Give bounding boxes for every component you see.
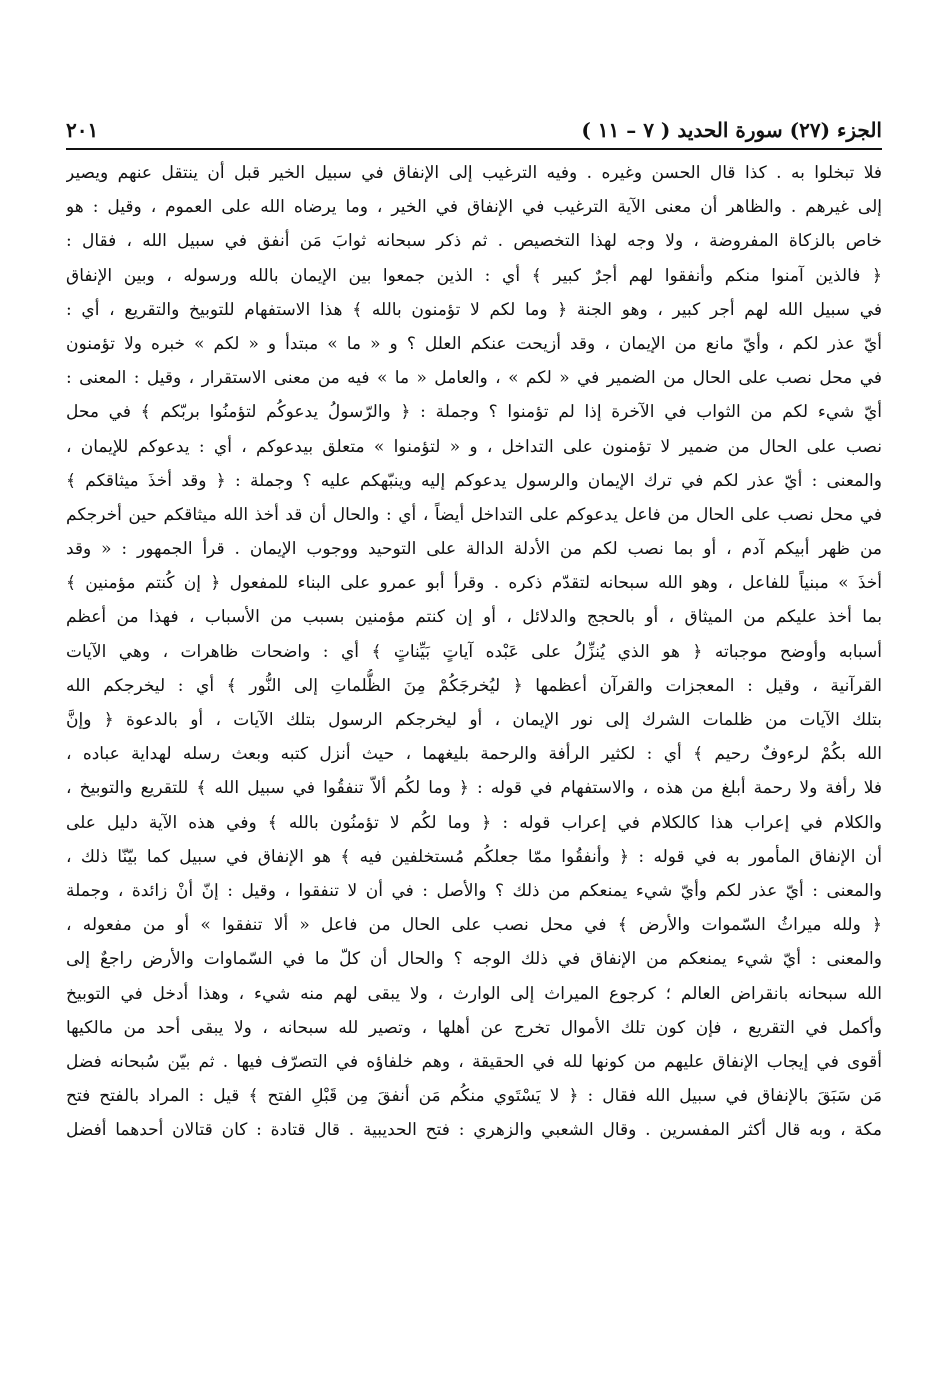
tafsir-body-text [66, 156, 882, 1147]
text-line: فلا تبخلوا به . كذا قال الحسن وغيره . وفيه الترغيب إلى الإنفاق في سبيل الخير قبل أن ينتقل عنهم ويصير [66, 163, 882, 183]
text-line: بما أخذ عليكم من الميثاق ، أو بالحجج والدلائل ، أو إن كنتم مؤمنين بسبب من الأسباب ، فهذا من أعظم [66, 607, 882, 628]
text-line: أقوى في إيجاب الإنفاق عليهم من كونها لله في الحقيقة ، وهم خلفاؤه في التصرّف فيها . ثم بيّن سُبحانه فضل [66, 1051, 882, 1072]
header-divider [66, 148, 882, 150]
text-line: والمعنى : أيّ عذر لكم في ترك الإيمان والرسول يدعوكم إليه وينبّهكم عليه ؟ وجملة : ﴿ وقد أخذَ ميثاقكم ﴾ [66, 470, 882, 491]
text-line: في محل نصب على الحال من الضمير في « لكم » ، والعامل « ما » فيه من معنى الاستقرار ، وقيل : المعنى : [66, 368, 882, 389]
text-line: والمعنى : أيّ شيء يمنعكم من الإنفاق في ذلك الوجه ؟ والحال أن كلّ ما في السّماوات والأرض راجعٌ إلى [66, 949, 882, 970]
text-line: وأكمل في التقريع ، فإن كون تلك الأموال تخرج عن أهلها ، وتصير لله سبحانه ، ولا يبقى أحد من مالكيها [66, 1017, 882, 1038]
text-line: القرآنية ، وقيل : المعجزات والقرآن أعظمها ﴿ ليُخرجَكُمْ مِنَ الظُّلماتِ إلى النُّور ﴾ أي : ليخرجكم الله [66, 675, 882, 696]
text-line: ﴿ ولله ميراثُ السّموات والأرض ﴾ في محل نصب على الحال من فاعل « ألا تنفقوا » أو من مفعوله ، [66, 915, 882, 936]
text-line: أيّ شيء لكم من الثواب في الآخرة إذا لم تؤمنوا ؟ وجملة : ﴿ والرّسولُ يدعوكُم لتؤمنُوا بربّكم ﴾ في محل [66, 402, 882, 423]
text-line: والكلام في إعراب هذا كالكلام في إعراب قوله : ﴿ وما لكُم لا تؤمنُون بالله ﴾ وفي هذه الآية دليل على [66, 812, 882, 833]
text-line: أيّ عذر لكم ، وأيّ مانع من الإيمان ، وقد أزيحت عنكم العلل ؟ و « ما » مبتدأ و « لكم » خبره ولا تؤمنون [66, 333, 882, 354]
text-line: بتلك الآيات من ظلمات الشرك إلى نور الإيمان ، أو ليخرجكم الرسول بتلك الآيات ، أو بالدعوة ﴿ وإنَّ [66, 710, 882, 730]
text-line: مَن سَبَقَ بالإنفاق في سبيل الله فقال : ﴿ لا يَسْتَوي منكُم مَن أنفقَ مِن قَبْلِ الفتح ﴾ قيل : المراد بالفتح فتح [66, 1086, 882, 1107]
text-line: خاص بالزكاة المفروضة ، ولا وجه لهذا التخصيص . ثم ذكر سبحانه ثوابَ مَن أنفق في سبيل الله ، فقال : [66, 231, 882, 252]
text-line: من ظهر أبيكم آدم ، أو بما نصب لكم من الأدلة الدالة على التوحيد ووجوب الإيمان . قرأ الجمهور : « وقد [66, 539, 882, 560]
text-line: أن الإنفاق المأمور به في قوله : ﴿ وأنفقُوا ممّا جعلكُم مُستخلفين فيه ﴾ هو الإنفاق في سبيل كما بيّنّا ذلك ، [66, 846, 882, 867]
text-line: الله بكُمْ لرءوفٌ رحيم ﴾ أي : لكثير الرأفة والرحمة بليغهما ، حيث أنزل كتبه وبعث رسله لهداية عباده ، [66, 744, 882, 765]
page-number: ٢٠١ [66, 118, 99, 142]
text-line: أخذَ » مبنياً للفاعل ، وهو الله سبحانه لتقدّم ذكره . وقرأ أبو عمرو على البناء للمفعول ﴿ إن كُنتم مؤمنين ﴾ [66, 573, 882, 594]
running-title: الجزء (٢٧) سورة الحديد ( ٧ – ١١ ) [581, 118, 882, 142]
text-line: في سبيل الله لهم أجر كبير ، وهو الجنة ﴿ وما لكم لا تؤمنون بالله ﴾ هذا الاستفهام للتوبيخ والتقريع ، أي : [66, 299, 882, 320]
text-line: فلا رأفة ولا رحمة أبلغ من هذه ، والاستفهام في قوله : ﴿ وما لكُم ألاّ تنفقُوا في سبيل الله ﴾ للتقريع والتوبيخ ، [66, 778, 882, 799]
text-line: أسبابه وأوضح موجباته ﴿ هو الذي يُنزِّلُ على عَبْده آياتٍ بَيِّناتٍ ﴾ أي : واضحات ظاهرات ، وهي الآيات [66, 641, 882, 662]
text-line: في محل نصب على الحال من فاعل يدعوكم على التداخل أيضاً ، أي : والحال أن قد أخذ الله ميثاقكم حين أخرجكم [66, 504, 882, 525]
text-line: مكة ، وبه قال أكثر المفسرين . وقال الشعبي والزهري : فتح الحديبية . قال قتادة : كان قتالان أحدهما أفضل [66, 1120, 882, 1141]
book-page [66, 112, 882, 1312]
text-line: الله سبحانه بانقراض العالم ؛ كرجوع الميراث إلى الوارث ، ولا يبقى لهم منه شيء ، وهذا أدخل في التوبيخ [66, 983, 882, 1004]
page-header [66, 112, 882, 150]
text-line: والمعنى : أيّ عذر لكم وأيّ شيء يمنعكم من ذلك ؟ والأصل : في أن لا تنفقوا ، وقيل : إنّ أنْ زائدة ، وجملة [66, 880, 882, 901]
text-line: ﴿ فالذين آمنوا منكم وأنفقوا لهم أجرٌ كبير ﴾ أي : الذين جمعوا بين الإيمان بالله ورسوله ، وبين الإنفاق [66, 265, 882, 286]
text-line: نصب على الحال من ضمير لا تؤمنون على التداخل ، و « لتؤمنوا » متعلق بيدعوكم ، أي : يدعوكم للإيمان ، [66, 436, 882, 457]
text-line: إلى غيرهم . والظاهر أن معنى الآية الترغيب في الإنفاق في الخير ، وما يرضاه الله على العموم ، وقيل : هو [66, 197, 882, 218]
